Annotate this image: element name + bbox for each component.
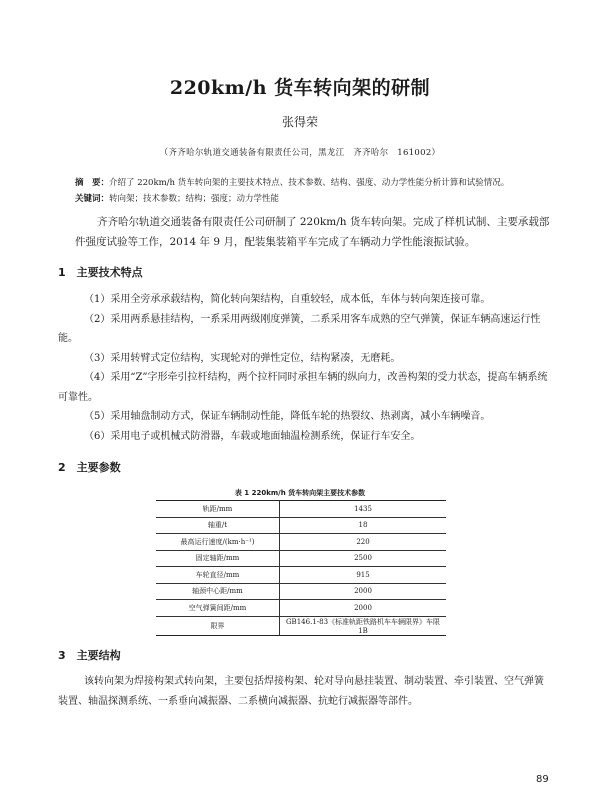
feature-item: （3）采用转臂式定位结构，实现轮对的弹性定位，结构紧凑，无磨耗。 bbox=[84, 352, 401, 364]
structure-paragraph: 该转向架为焊接构架式转向架，主要包括焊接构架、轮对导向悬挂装置、制动装置、牵引装置、空气弹簧装置、轴温探测系统、一系垂向减振器、二系横向减振器、抗蛇行减振器等部件。 bbox=[58, 676, 544, 707]
section-heading-features: 1 主要技术特点 bbox=[58, 266, 143, 279]
param-cell: 轴颈中心距/mm bbox=[156, 583, 280, 600]
page-number: 89 bbox=[536, 774, 549, 785]
param-cell: 车轮直径/mm bbox=[156, 567, 280, 584]
table-row bbox=[156, 616, 446, 635]
table-row bbox=[156, 534, 446, 551]
feature-item: （5）采用轴盘制动方式，保证车辆制动性能，降低车轮的热裂纹、热剥离，减小车辆噪音。 bbox=[84, 411, 491, 422]
param-cell: 固定轴距/mm bbox=[156, 550, 280, 567]
keywords bbox=[75, 192, 545, 206]
table-caption: 表 1 220km/h 货车转向架主要技术参数 bbox=[234, 489, 366, 497]
feature-item: （2）采用两系悬挂结构，一系采用两级刚度弹簧，二系采用客车成熟的空气弹簧，保证车辆高速运行性能。 bbox=[58, 313, 541, 344]
value-cell: 2500 bbox=[280, 550, 447, 567]
table-row bbox=[156, 600, 446, 617]
feature-item: （1）采用全旁承承载结构，简化转向架结构，自重较轻，成本低，车体与转向架连接可靠。 bbox=[84, 294, 491, 305]
keywords-label: 关键词： bbox=[75, 194, 110, 204]
table-row bbox=[156, 583, 446, 600]
feature-item: （4）采用“Z”字形牵引拉杆结构，两个拉杆同时承担车辆的纵向力，改善构架的受力状态，提高车辆系统可靠性。 bbox=[58, 372, 548, 403]
param-cell: 轨距/mm bbox=[156, 501, 280, 518]
features-list bbox=[58, 290, 550, 446]
param-cell: 限界 bbox=[156, 616, 280, 635]
param-cell: 空气弹簧间距/mm bbox=[156, 600, 280, 617]
intro-paragraph: 齐齐哈尔轨道交通装备有限责任公司研制了 220km/h 货车转向架。完成了样机试制、主要承载部件强度试验等工作，2014 年 9 月，配装集装箱平车完成了车辆动力学性能滚振试验。 bbox=[75, 216, 550, 248]
abstract-text: 介绍了 220km/h 货车转向架的主要技术特点、技术参数、结构、强度、动力学性能分析计算和试验情况。 bbox=[109, 178, 510, 188]
param-cell: 最高运行速度/(km·h⁻¹) bbox=[156, 534, 280, 551]
table-row bbox=[156, 567, 446, 584]
value-cell: GB146.1-83《标准轨距铁路机车车辆限界》车限 1B bbox=[280, 616, 447, 635]
feature-item: （6）采用电子或机械式防滑器，车载或地面轴温检测系统，保证行车安全。 bbox=[84, 430, 421, 442]
paper-title: 220km/h 货车转向架的研制 bbox=[169, 77, 431, 99]
table-row bbox=[156, 501, 446, 518]
section-heading-structure: 3 主要结构 bbox=[58, 649, 121, 662]
keywords-text: 转向架；技术参数；结构；强度；动力学性能 bbox=[109, 194, 280, 204]
value-cell: 2000 bbox=[280, 583, 447, 600]
abstract-label: 摘 要： bbox=[75, 178, 110, 188]
parameters-table bbox=[156, 500, 446, 636]
value-cell: 915 bbox=[280, 567, 447, 584]
value-cell: 18 bbox=[280, 517, 447, 534]
abstract bbox=[75, 176, 545, 190]
value-cell: 2000 bbox=[280, 600, 447, 617]
author-name: 张得荣 bbox=[281, 115, 318, 129]
affiliation: （齐齐哈尔轨道交通装备有限责任公司，黑龙江 齐齐哈尔 161002） bbox=[159, 148, 441, 158]
table-row bbox=[156, 517, 446, 534]
value-cell: 220 bbox=[280, 534, 447, 551]
param-cell: 轴重/t bbox=[156, 517, 280, 534]
value-cell: 1435 bbox=[280, 501, 447, 518]
section-heading-parameters: 2 主要参数 bbox=[58, 461, 121, 474]
table-row bbox=[156, 550, 446, 567]
